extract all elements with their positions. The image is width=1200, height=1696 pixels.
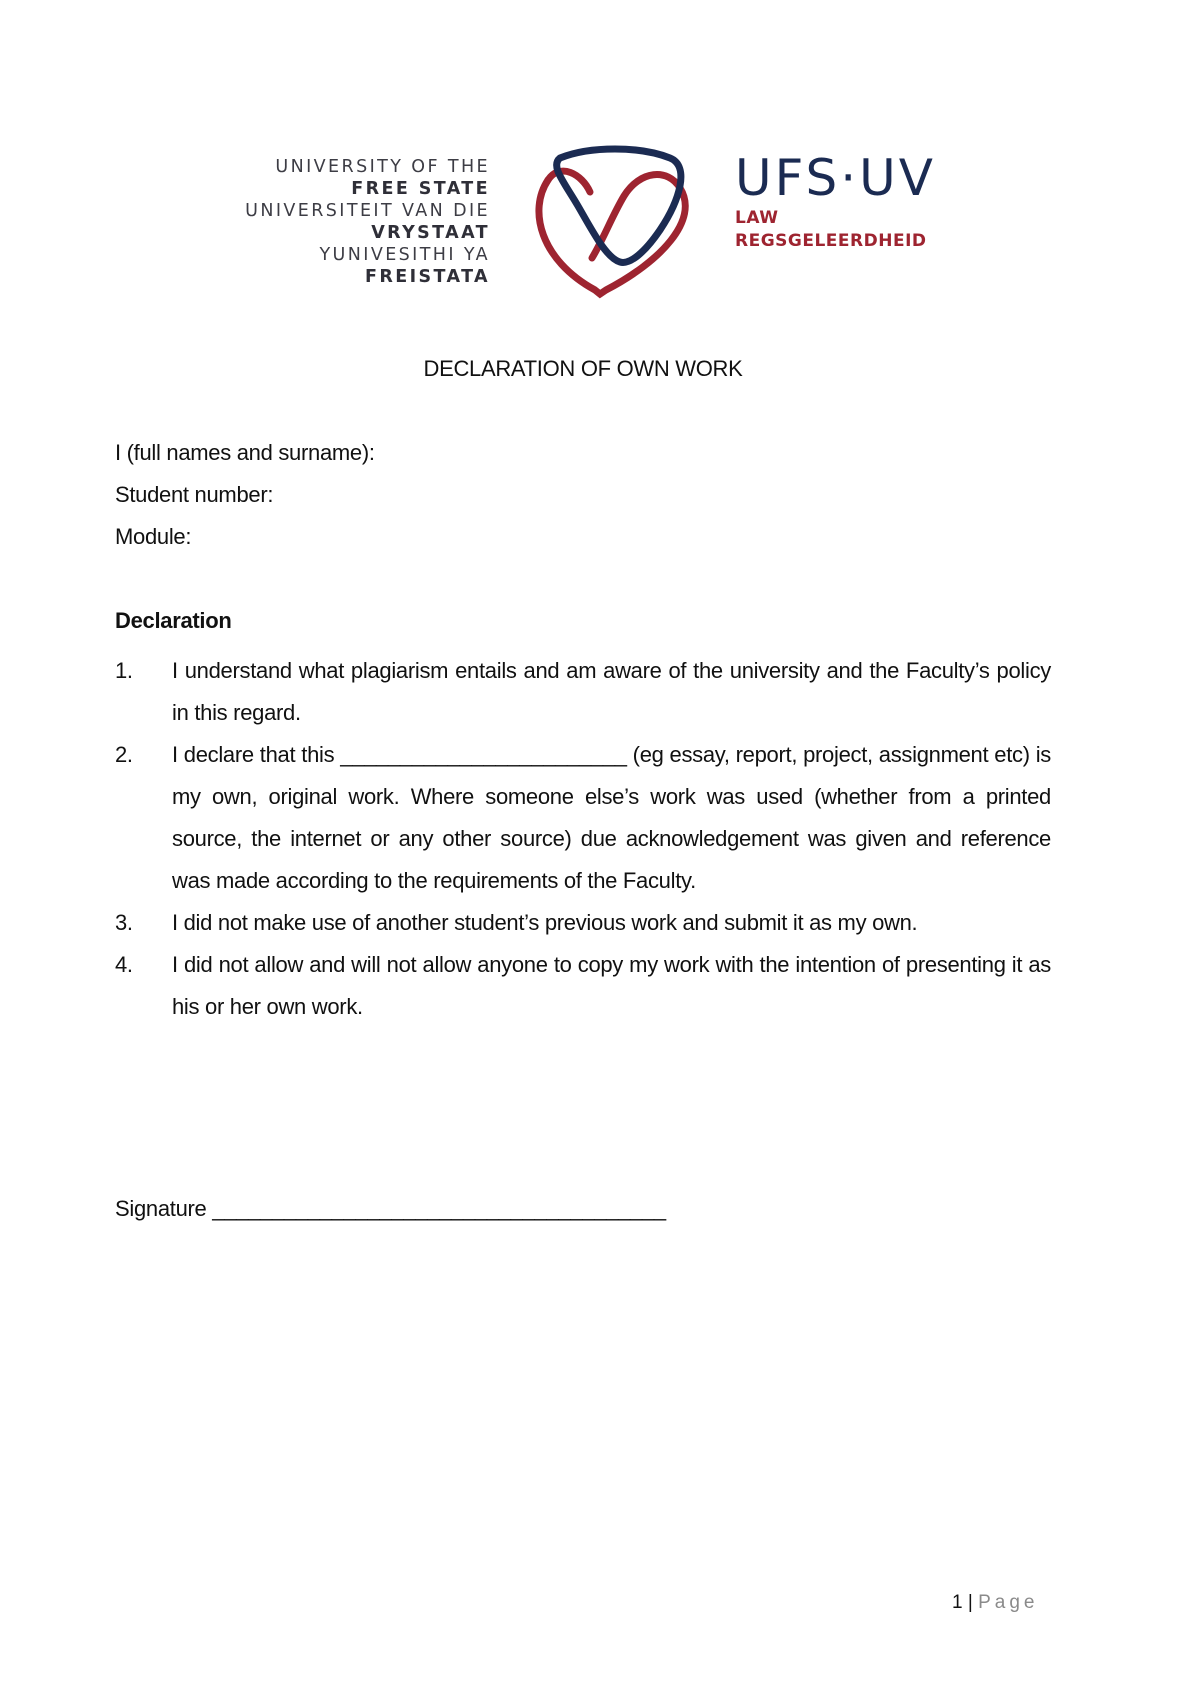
list-item-text: I declare that this ________________________ (eg essay, report, project, assignment etc) is my own, original work. Where someone else’s work was used (whether from a printed source, the internet or any other source) due acknowledgement was given and reference was made according to the requirements of the Faculty. — [172, 742, 1051, 893]
student-number-field-label: Student number: — [115, 482, 274, 507]
module-field-label: Module: — [115, 524, 192, 549]
faculty-name-english: LAW — [735, 208, 779, 228]
university-name-line: UNIVERSITEIT VAN DIE — [245, 201, 490, 221]
list-item-text: I did not make use of another student’s previous work and submit it as my own. — [172, 910, 918, 935]
list-item-number: 1. — [115, 658, 133, 683]
university-name-line: UNIVERSITY OF THE — [275, 157, 490, 177]
university-name-line: YUNIVESITHI YA — [319, 245, 490, 265]
page-number: 1 — [952, 1592, 963, 1613]
faculty-name-afrikaans: REGSGELEERDHEID — [735, 231, 927, 251]
ufs-emblem-icon — [520, 140, 710, 300]
declaration-list — [115, 650, 1051, 1028]
signature-label: Signature — [115, 1196, 207, 1221]
university-name-line: FREE STATE — [351, 179, 490, 199]
university-name-line: VRYSTAAT — [371, 223, 490, 243]
declaration-heading: Declaration — [115, 608, 232, 633]
university-name-line: FREISTATA — [365, 267, 490, 287]
list-item — [115, 650, 1051, 734]
page-title: DECLARATION OF OWN WORK — [423, 356, 743, 381]
list-item — [115, 944, 1051, 1028]
page-separator: | — [967, 1592, 973, 1613]
list-item — [115, 902, 1051, 944]
signature-line — [115, 1196, 666, 1222]
page-footer — [952, 1592, 1038, 1614]
ufs-law-logo — [200, 140, 1000, 310]
list-item-text: I understand what plagiarism entails and am aware of the university and the Faculty’s policy in this regard. — [172, 658, 1051, 725]
list-item-text: I did not allow and will not allow anyone to copy my work with the intention of presenting it as his or her own work. — [172, 952, 1051, 1019]
logo-wordmark: UFS·UV — [735, 149, 936, 207]
logo-wordmark-block — [735, 150, 936, 252]
list-item-number: 3. — [115, 910, 133, 935]
full-names-field-label: I (full names and surname): — [115, 440, 375, 465]
list-item — [115, 734, 1051, 902]
signature-blank: ______________________________________ — [212, 1196, 666, 1221]
list-item-number: 2. — [115, 742, 133, 767]
page-word: Page — [978, 1592, 1039, 1613]
list-item-number: 4. — [115, 952, 133, 977]
university-name-block — [245, 156, 490, 288]
